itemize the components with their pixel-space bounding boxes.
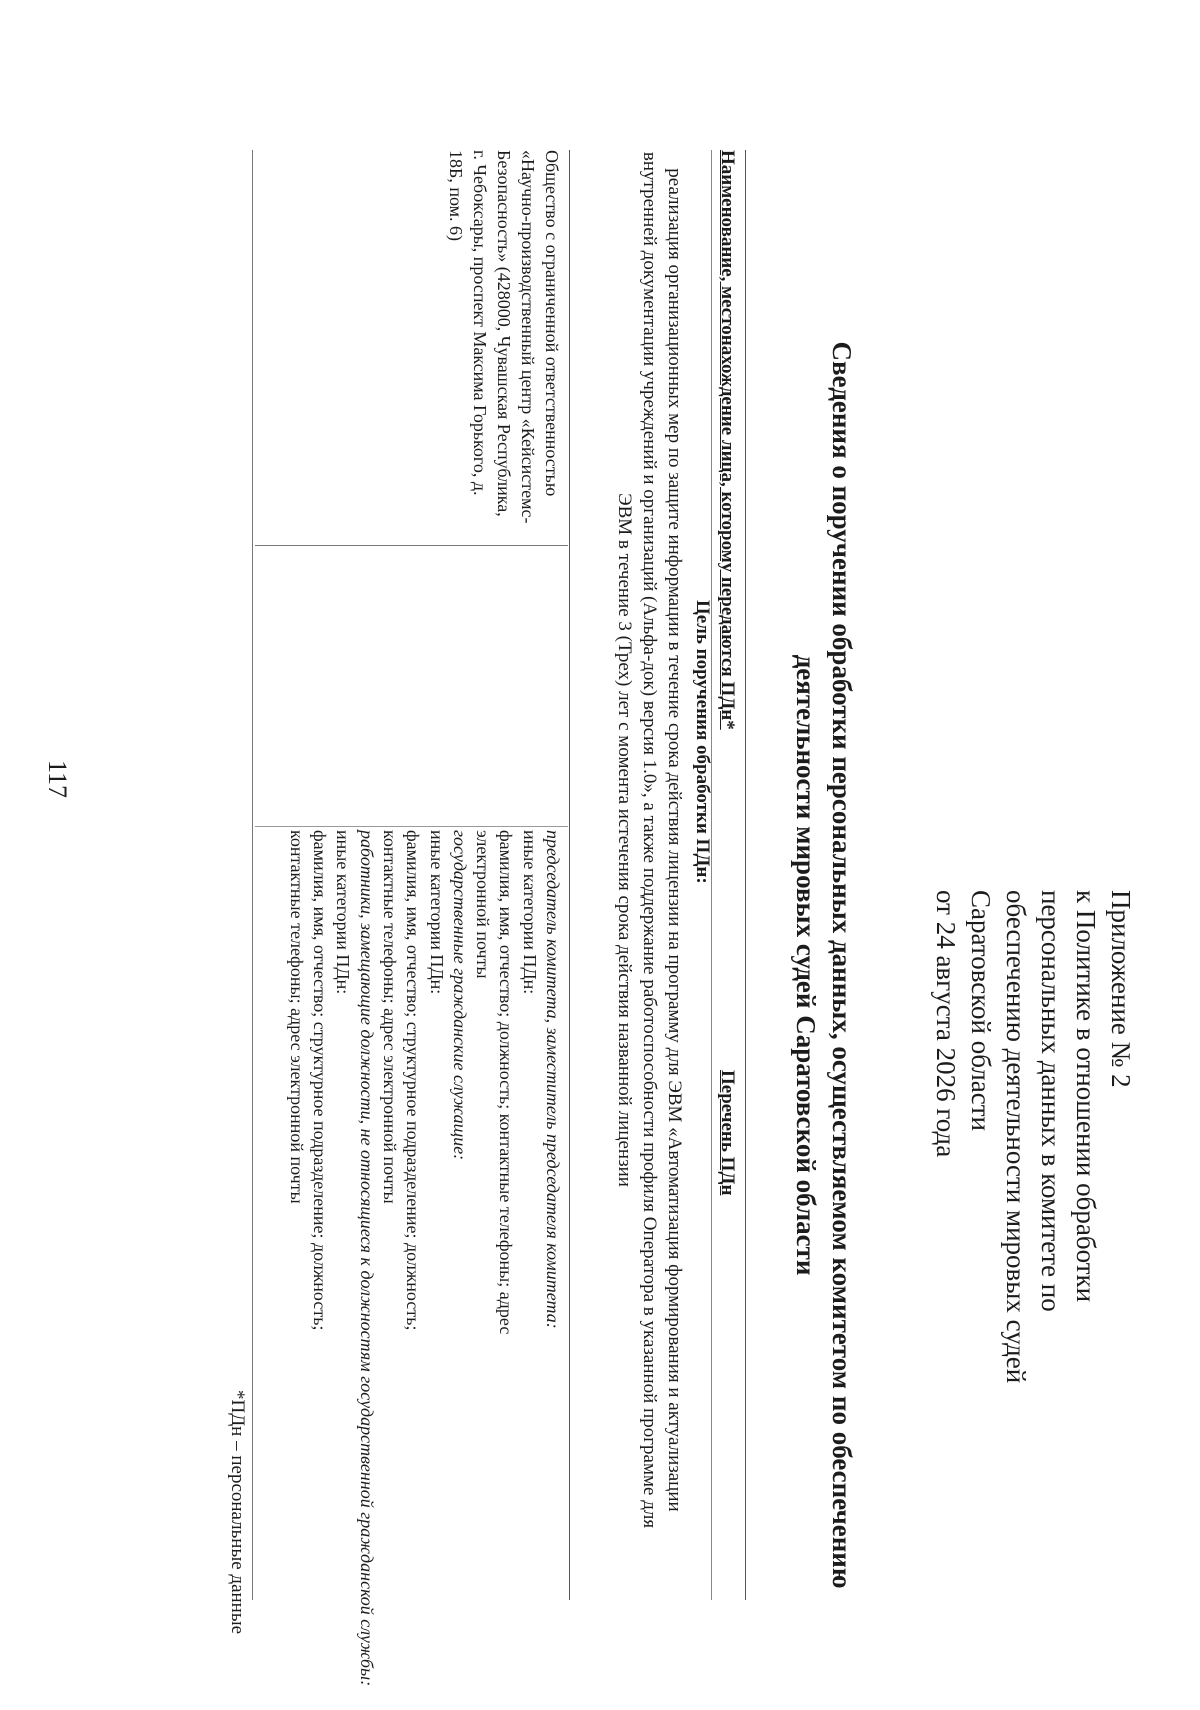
pd-group-heading: работники, замещающие должности, не относящиеся к должностям государственной гражданской службы: <box>356 830 377 1687</box>
column-header-recipient: Наименование, местонахождение лица, которому передаются ПДн* <box>717 150 738 730</box>
pd-line: фамилия, имя, отчество; должность; контактные телефоны; адрес <box>496 830 517 1335</box>
pd-line: электронной почты <box>473 830 494 979</box>
pd-group-heading: председатель комитета, заместитель председателя комитета: <box>543 830 563 1329</box>
purpose-text: реализация организационных мер по защите информации в течение срока действия лицензии на программу для ЭВМ «Автоматизация формирования и актуализации внутренней документации учреждений и организаций (Альфа-док) версия 1.0», а также поддержание работоспособности профиля Оператора в указанной программе для ЭВМ в течение 3 (Трех) лет с момента истечения срока действия названной лицензии <box>614 151 685 1529</box>
footnote: *ПДн – персональные данные <box>227 1390 248 1635</box>
document-title <box>788 340 860 1590</box>
org-line-2: «Научно-производственный центр «Кейсистемс-Безопасность» (428000, Чувашская Республика, г. Чебоксары, проспект Максима Горького, д. 18Б, пом. 6) <box>446 150 538 524</box>
pd-list-cell <box>284 830 564 1687</box>
pd-line: фамилия, имя, отчество; структурное подразделение; должность; <box>403 830 424 1331</box>
purpose-header: Цель поручения обработки ПДн: <box>692 600 713 884</box>
appendix-line: Саратовской области <box>966 890 996 1131</box>
appendix-line: обеспечению деятельности мировых судей <box>1001 890 1031 1384</box>
appendix-line: от 24 августа 2026 года <box>931 890 961 1158</box>
pd-group-subheading: иные категории ПДн: <box>333 830 354 995</box>
appendix-header <box>928 890 1138 1710</box>
org-line-1: Общество с ограниченной ответственностью <box>542 150 562 497</box>
pd-group-subheading: иные категории ПДн: <box>519 830 540 995</box>
pd-line: контактные телефоны; адрес электронной почты <box>286 830 307 1204</box>
page-number: 117 <box>43 760 72 799</box>
column-header-pd-list: Перечень ПДн <box>717 1070 738 1196</box>
pd-group-subheading: иные категории ПДн: <box>426 830 447 995</box>
pd-line: фамилия, имя, отчество; структурное подразделение; должность; <box>310 830 331 1331</box>
pd-group-heading: государственные гражданские служащие: <box>449 830 470 1161</box>
appendix-line: Приложение № 2 <box>1106 890 1136 1088</box>
appendix-line: к Политике в отношении обработки <box>1071 890 1101 1303</box>
table-top-rule <box>745 150 746 1600</box>
pd-line: контактные телефоны; адрес электронной почты <box>379 830 400 1204</box>
table-bottom-rule <box>252 150 253 1600</box>
table-row-rule <box>569 150 570 1600</box>
organization-cell <box>444 150 564 530</box>
title-line-1: Сведения о поручении обработки персональных данных, осуществляемом комитетом по обеспечению <box>827 341 857 1589</box>
title-line-2: деятельности мировых судей Саратовской области <box>791 654 821 1276</box>
appendix-line: персональных данных в комитете по <box>1036 890 1066 1312</box>
table-column-divider <box>255 545 568 546</box>
table-column-divider <box>255 826 568 827</box>
